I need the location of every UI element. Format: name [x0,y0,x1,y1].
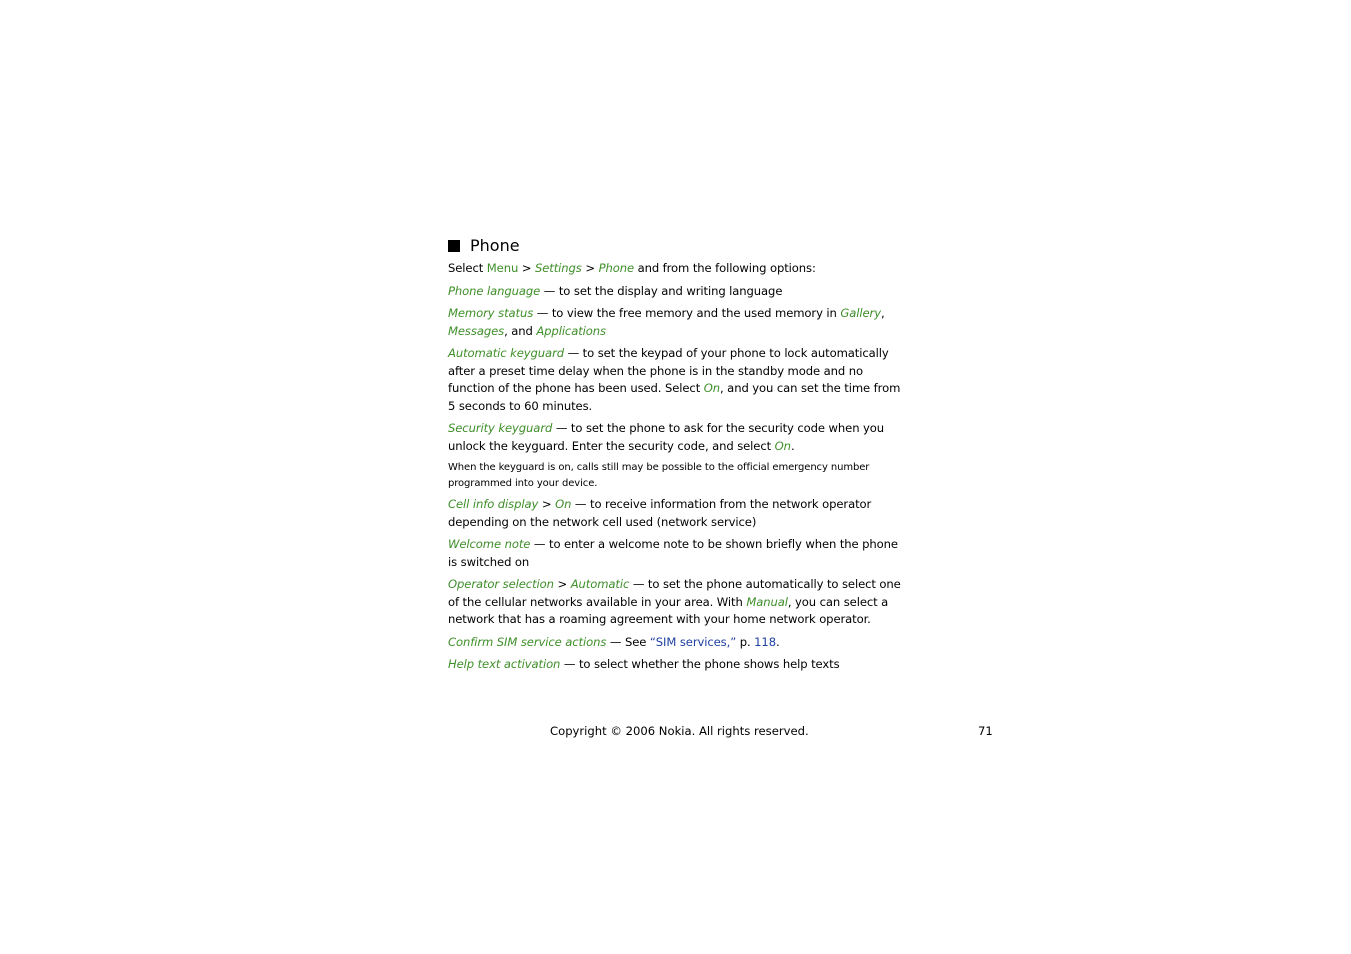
option-description: , and you can set the time from 5 seconds to 60 minutes. [448,381,901,413]
option-term: Confirm SIM service actions [448,634,607,649]
path-separator: > [518,261,535,275]
option-operator-selection [448,576,908,629]
square-bullet-icon [448,240,460,252]
section-heading [448,236,908,256]
option-term: Cell info display [448,497,539,511]
option-term: Welcome note [448,537,531,551]
option-automatic-keyguard [448,345,908,415]
option-description: — to set the keypad of your phone to lock automatically after a preset time delay when the phone is in the standby mode and no function of the phone has been used. Select [448,346,889,395]
option-term: Operator selection [448,577,554,591]
option-description: , you can select a network that has a roaming agreement with your home network operator. [448,594,889,626]
term-gallery: Gallery [840,306,881,320]
menu-path-menu: Menu [486,261,519,275]
menu-path-settings: Settings [535,261,582,275]
intro-paragraph [448,260,908,278]
option-description: — to enter a welcome note to be shown briefly when the phone is switched on [448,537,898,569]
term-on: On [703,381,721,395]
option-term: Memory status [448,306,534,320]
term-manual: Manual [746,594,788,609]
page-reference-link[interactable]: 118 [754,634,776,649]
sim-services-link[interactable]: “SIM services,” [649,634,737,649]
option-description: — to set the display and writing language [540,283,783,298]
term-automatic: Automatic [570,577,630,591]
term-messages: Messages [448,323,505,338]
punctuation: . [775,634,780,649]
path-separator: > [581,261,599,275]
path-separator: > [553,577,571,591]
page-prefix: p. [736,634,755,649]
option-welcome-note [448,536,908,571]
punctuation: , [880,306,885,320]
term-applications: Applications [536,323,606,338]
option-description: — See [606,634,650,649]
intro-text: Select [448,261,487,275]
option-help-text-activation [448,656,908,674]
option-description: — to set the phone automatically to select one of the cellular networks available in your area. With [448,577,901,609]
copyright-notice: Copyright © 2006 Nokia. All rights reserved. [550,724,809,738]
term-on: On [774,438,791,453]
option-description: . [790,438,795,453]
option-description: — to select whether the phone shows help texts [560,657,840,671]
menu-path-phone: Phone [598,261,634,275]
option-description: — to view the free memory and the used memory in [533,306,841,320]
option-term: Help text activation [448,657,561,671]
option-phone-language [448,283,908,301]
document-body [448,236,908,679]
option-term: Phone language [448,283,541,298]
term-on: On [555,497,572,511]
option-term: Automatic keyguard [448,346,564,360]
page-number: 71 [978,724,993,738]
option-cell-info-display [448,496,908,531]
section-title: Phone [470,236,520,255]
path-separator: > [538,497,556,511]
keyguard-note: When the keyguard is on, calls still may be possible to the official emergency number programmed into your device. [448,462,870,489]
option-security-keyguard [448,420,908,455]
option-description: , and [504,323,537,338]
option-description: — to set the phone to ask for the security code when you unlock the keyguard. Enter the security code, and select [448,421,885,453]
option-memory-status [448,305,908,340]
option-confirm-sim-service-actions [448,634,908,652]
option-term: Security keyguard [448,421,553,435]
option-description: — to receive information from the network operator depending on the network cell used (network service) [448,497,872,529]
intro-text: and from the following options: [633,261,816,275]
